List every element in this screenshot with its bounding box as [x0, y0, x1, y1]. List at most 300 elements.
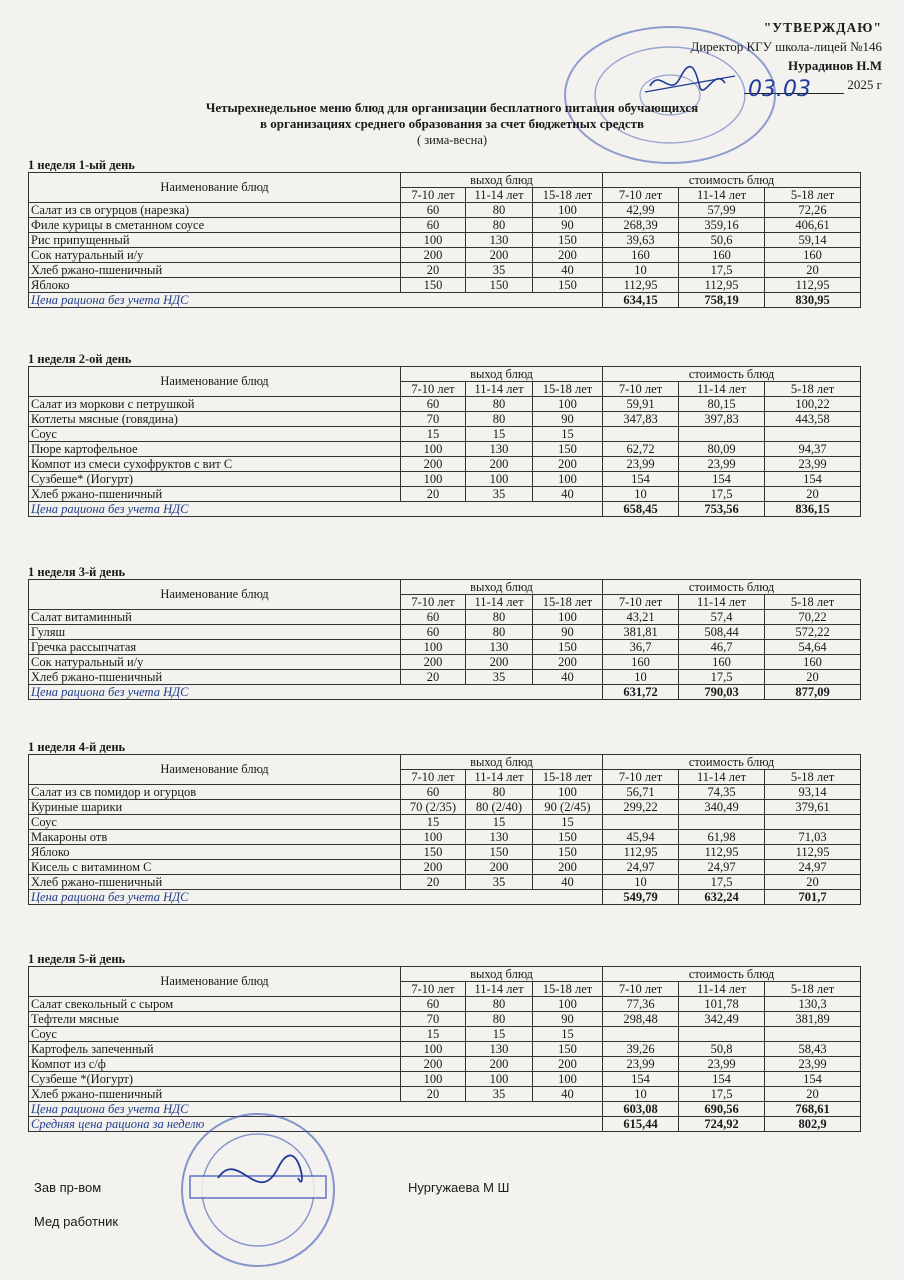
menu-table	[28, 172, 861, 308]
header-cost-11-14: 11-14 лет	[679, 982, 765, 997]
cost-15-18: 20	[765, 1087, 861, 1102]
dish-name: Картофель запеченный	[29, 1042, 401, 1057]
header-age-7-10: 7-10 лет	[401, 382, 466, 397]
price-no-vat-label: Цена рациона без учета НДС	[29, 502, 603, 517]
output-15-18: 90	[533, 412, 603, 427]
table-row	[29, 1057, 861, 1072]
dish-name: Яблоко	[29, 845, 401, 860]
cost-11-14: 154	[679, 1072, 765, 1087]
header-age-15-18: 15-18 лет	[533, 595, 603, 610]
cost-7-10: 268,39	[603, 218, 679, 233]
cost-7-10: 36,7	[603, 640, 679, 655]
output-11-14: 15	[466, 815, 533, 830]
cost-7-10	[603, 815, 679, 830]
table-row	[29, 655, 861, 670]
total-15-18: 836,15	[765, 502, 861, 517]
table-row	[29, 457, 861, 472]
total-11-14: 790,03	[679, 685, 765, 700]
output-15-18: 100	[533, 203, 603, 218]
cost-11-14: 17,5	[679, 875, 765, 890]
output-15-18: 150	[533, 233, 603, 248]
output-11-14: 35	[466, 670, 533, 685]
output-7-10: 20	[401, 263, 466, 278]
output-15-18: 150	[533, 845, 603, 860]
header-cost-7-10: 7-10 лет	[603, 770, 679, 785]
header-age-15-18: 15-18 лет	[533, 188, 603, 203]
average-row	[29, 1117, 861, 1132]
table-row	[29, 278, 861, 293]
header-cost-15-18: 5-18 лет	[765, 595, 861, 610]
cost-7-10: 39,26	[603, 1042, 679, 1057]
cost-11-14: 342,49	[679, 1012, 765, 1027]
cost-7-10: 43,21	[603, 610, 679, 625]
cost-11-14: 80,15	[679, 397, 765, 412]
header-cost-15-18: 5-18 лет	[765, 982, 861, 997]
cost-7-10: 154	[603, 1072, 679, 1087]
output-15-18: 200	[533, 860, 603, 875]
output-7-10: 15	[401, 815, 466, 830]
cost-15-18: 130,3	[765, 997, 861, 1012]
header-cost-7-10: 7-10 лет	[603, 382, 679, 397]
output-11-14: 80	[466, 625, 533, 640]
header-cost-7-10: 7-10 лет	[603, 595, 679, 610]
cost-7-10: 10	[603, 1087, 679, 1102]
day-title: 1 неделя 3-й день	[28, 565, 126, 579]
output-7-10: 20	[401, 670, 466, 685]
cost-11-14: 23,99	[679, 1057, 765, 1072]
manager-name: Нургужаева М Ш	[408, 1180, 510, 1195]
day-section	[28, 952, 860, 1132]
header-dish: Наименование блюд	[29, 580, 401, 610]
avg-15-18: 802,9	[765, 1117, 861, 1132]
cost-15-18: 23,99	[765, 1057, 861, 1072]
header-cost-15-18: 5-18 лет	[765, 188, 861, 203]
header-output: выход блюд	[401, 580, 603, 595]
header-age-15-18: 15-18 лет	[533, 770, 603, 785]
cost-15-18: 112,95	[765, 845, 861, 860]
output-7-10: 100	[401, 1042, 466, 1057]
output-7-10: 200	[401, 655, 466, 670]
table-row	[29, 845, 861, 860]
table-row	[29, 640, 861, 655]
total-15-18: 701,7	[765, 890, 861, 905]
output-7-10: 150	[401, 278, 466, 293]
cost-7-10: 160	[603, 248, 679, 263]
cost-7-10: 154	[603, 472, 679, 487]
header-output: выход блюд	[401, 367, 603, 382]
output-7-10: 100	[401, 233, 466, 248]
table-row	[29, 442, 861, 457]
cost-7-10: 56,71	[603, 785, 679, 800]
cost-15-18: 406,61	[765, 218, 861, 233]
cost-15-18: 154	[765, 472, 861, 487]
output-15-18: 15	[533, 815, 603, 830]
dish-name: Салат из моркови с петрушкой	[29, 397, 401, 412]
day-title: 1 неделя 5-й день	[28, 952, 126, 966]
header-cost-15-18: 5-18 лет	[765, 382, 861, 397]
table-row	[29, 610, 861, 625]
dish-name: Макароны отв	[29, 830, 401, 845]
cost-7-10: 299,22	[603, 800, 679, 815]
cost-15-18	[765, 815, 861, 830]
total-7-10: 658,45	[603, 502, 679, 517]
output-7-10: 150	[401, 845, 466, 860]
header-cost: стоимость блюд	[603, 173, 861, 188]
output-11-14: 80 (2/40)	[466, 800, 533, 815]
table-row	[29, 203, 861, 218]
output-7-10: 100	[401, 830, 466, 845]
dish-name: Сузбеше *(Иогурт)	[29, 1072, 401, 1087]
output-7-10: 100	[401, 1072, 466, 1087]
table-row	[29, 248, 861, 263]
cost-7-10: 23,99	[603, 457, 679, 472]
header-age-11-14: 11-14 лет	[466, 595, 533, 610]
header-cost: стоимость блюд	[603, 580, 861, 595]
output-11-14: 100	[466, 472, 533, 487]
cost-7-10: 59,91	[603, 397, 679, 412]
total-7-10: 634,15	[603, 293, 679, 308]
dish-name: Рис припущенный	[29, 233, 401, 248]
output-11-14: 35	[466, 875, 533, 890]
output-15-18: 40	[533, 670, 603, 685]
header-output: выход блюд	[401, 967, 603, 982]
table-row	[29, 997, 861, 1012]
table-header-row	[29, 967, 861, 982]
table-header-row	[29, 367, 861, 382]
table-header-row	[29, 755, 861, 770]
output-15-18: 150	[533, 1042, 603, 1057]
cost-7-10: 39,63	[603, 233, 679, 248]
header-cost: стоимость блюд	[603, 367, 861, 382]
dish-name: Компот из смеси сухофруктов с вит С	[29, 457, 401, 472]
menu-table	[28, 366, 861, 517]
output-7-10: 200	[401, 457, 466, 472]
header-cost-11-14: 11-14 лет	[679, 188, 765, 203]
cost-7-10: 62,72	[603, 442, 679, 457]
cost-15-18	[765, 427, 861, 442]
table-row	[29, 815, 861, 830]
cost-15-18: 379,61	[765, 800, 861, 815]
dish-name: Салат из св помидор и огурцов	[29, 785, 401, 800]
medic-signature-label: Мед работник	[34, 1214, 119, 1229]
header-dish: Наименование блюд	[29, 367, 401, 397]
output-7-10: 60	[401, 785, 466, 800]
table-row	[29, 1012, 861, 1027]
header-cost: стоимость блюд	[603, 755, 861, 770]
cost-7-10: 10	[603, 670, 679, 685]
day-title: 1 неделя 2-ой день	[28, 352, 132, 366]
cost-15-18: 160	[765, 248, 861, 263]
table-row	[29, 218, 861, 233]
output-11-14: 35	[466, 263, 533, 278]
output-11-14: 80	[466, 203, 533, 218]
output-7-10: 60	[401, 610, 466, 625]
table-row	[29, 670, 861, 685]
cost-11-14: 17,5	[679, 487, 765, 502]
output-15-18: 100	[533, 1072, 603, 1087]
table-row	[29, 860, 861, 875]
table-row	[29, 800, 861, 815]
cost-7-10: 42,99	[603, 203, 679, 218]
cost-15-18: 160	[765, 655, 861, 670]
table-row	[29, 233, 861, 248]
dish-name: Компот из с/ф	[29, 1057, 401, 1072]
cost-15-18: 100,22	[765, 397, 861, 412]
output-11-14: 80	[466, 997, 533, 1012]
cost-15-18: 59,14	[765, 233, 861, 248]
output-7-10: 20	[401, 1087, 466, 1102]
total-15-18: 830,95	[765, 293, 861, 308]
table-row	[29, 397, 861, 412]
dish-name: Сузбеше* (Иогурт)	[29, 472, 401, 487]
cost-11-14: 340,49	[679, 800, 765, 815]
output-7-10: 20	[401, 487, 466, 502]
output-15-18: 15	[533, 1027, 603, 1042]
cost-11-14: 24,97	[679, 860, 765, 875]
dish-name: Яблоко	[29, 278, 401, 293]
output-11-14: 130	[466, 640, 533, 655]
cost-11-14: 57,4	[679, 610, 765, 625]
cost-11-14: 57,99	[679, 203, 765, 218]
total-row	[29, 890, 861, 905]
output-7-10: 60	[401, 397, 466, 412]
dish-name: Салат свекольный с сыром	[29, 997, 401, 1012]
table-row	[29, 875, 861, 890]
total-11-14: 632,24	[679, 890, 765, 905]
total-row	[29, 502, 861, 517]
dish-name: Сок натуральный и/у	[29, 655, 401, 670]
cost-11-14	[679, 427, 765, 442]
avg-7-10: 615,44	[603, 1117, 679, 1132]
output-11-14: 15	[466, 1027, 533, 1042]
total-11-14: 758,19	[679, 293, 765, 308]
output-11-14: 150	[466, 278, 533, 293]
table-row	[29, 263, 861, 278]
cost-11-14	[679, 815, 765, 830]
output-11-14: 80	[466, 218, 533, 233]
header-age-15-18: 15-18 лет	[533, 982, 603, 997]
total-11-14: 690,56	[679, 1102, 765, 1117]
output-15-18: 200	[533, 1057, 603, 1072]
dish-name: Соус	[29, 815, 401, 830]
cost-7-10	[603, 427, 679, 442]
cost-15-18	[765, 1027, 861, 1042]
cost-11-14: 74,35	[679, 785, 765, 800]
cost-11-14: 61,98	[679, 830, 765, 845]
cost-11-14: 508,44	[679, 625, 765, 640]
output-7-10: 15	[401, 427, 466, 442]
cost-15-18: 443,58	[765, 412, 861, 427]
output-7-10: 200	[401, 1057, 466, 1072]
output-7-10: 200	[401, 860, 466, 875]
output-15-18: 40	[533, 875, 603, 890]
output-15-18: 150	[533, 830, 603, 845]
header-age-11-14: 11-14 лет	[466, 770, 533, 785]
dish-name: Хлеб ржано-пшеничный	[29, 487, 401, 502]
cost-11-14: 17,5	[679, 263, 765, 278]
cost-7-10: 45,94	[603, 830, 679, 845]
total-15-18: 768,61	[765, 1102, 861, 1117]
table-header-row	[29, 580, 861, 595]
header-output: выход блюд	[401, 755, 603, 770]
cost-11-14: 50,6	[679, 233, 765, 248]
output-7-10: 60	[401, 203, 466, 218]
cost-15-18: 23,99	[765, 457, 861, 472]
day-section	[28, 158, 860, 308]
cost-11-14: 101,78	[679, 997, 765, 1012]
output-7-10: 60	[401, 997, 466, 1012]
header-cost-7-10: 7-10 лет	[603, 188, 679, 203]
header-cost-11-14: 11-14 лет	[679, 382, 765, 397]
output-7-10: 100	[401, 640, 466, 655]
header-cost-11-14: 11-14 лет	[679, 770, 765, 785]
dish-name: Котлеты мясные (говядина)	[29, 412, 401, 427]
cost-11-14: 46,7	[679, 640, 765, 655]
cost-11-14: 154	[679, 472, 765, 487]
day-title: 1 неделя 4-й день	[28, 740, 126, 754]
cost-11-14: 112,95	[679, 278, 765, 293]
output-15-18: 15	[533, 427, 603, 442]
cost-11-14: 160	[679, 655, 765, 670]
total-7-10: 549,79	[603, 890, 679, 905]
cost-15-18: 20	[765, 670, 861, 685]
entrepreneur-seal-icon	[178, 1108, 338, 1273]
cost-15-18: 20	[765, 487, 861, 502]
menu-table	[28, 579, 861, 700]
cost-11-14: 80,09	[679, 442, 765, 457]
avg-11-14: 724,92	[679, 1117, 765, 1132]
header-cost: стоимость блюд	[603, 967, 861, 982]
output-15-18: 100	[533, 472, 603, 487]
day-section	[28, 740, 860, 905]
output-7-10: 70 (2/35)	[401, 800, 466, 815]
dish-name: Соус	[29, 427, 401, 442]
output-11-14: 130	[466, 830, 533, 845]
cost-15-18: 54,64	[765, 640, 861, 655]
dish-name: Куриные шарики	[29, 800, 401, 815]
dish-name: Филе курицы в сметанном соусе	[29, 218, 401, 233]
header-age-7-10: 7-10 лет	[401, 188, 466, 203]
cost-7-10: 298,48	[603, 1012, 679, 1027]
header-age-7-10: 7-10 лет	[401, 982, 466, 997]
document-title	[0, 100, 904, 148]
cost-11-14: 359,16	[679, 218, 765, 233]
day-section	[28, 565, 860, 700]
output-15-18: 40	[533, 1087, 603, 1102]
output-7-10: 15	[401, 1027, 466, 1042]
cost-7-10: 10	[603, 875, 679, 890]
table-row	[29, 1087, 861, 1102]
output-11-14: 150	[466, 845, 533, 860]
output-15-18: 150	[533, 442, 603, 457]
output-15-18: 90	[533, 625, 603, 640]
title-line1: Четырехнедельное меню блюд для организации бесплатного питания обучающихся	[205, 100, 699, 115]
dish-name: Пюре картофельное	[29, 442, 401, 457]
header-dish: Наименование блюд	[29, 967, 401, 997]
table-row	[29, 487, 861, 502]
output-7-10: 60	[401, 218, 466, 233]
output-15-18: 90	[533, 1012, 603, 1027]
cost-7-10: 112,95	[603, 278, 679, 293]
output-7-10: 200	[401, 248, 466, 263]
output-7-10: 70	[401, 1012, 466, 1027]
table-row	[29, 412, 861, 427]
cost-15-18: 71,03	[765, 830, 861, 845]
header-cost-15-18: 5-18 лет	[765, 770, 861, 785]
header-output: выход блюд	[401, 173, 603, 188]
table-row	[29, 1042, 861, 1057]
output-11-14: 35	[466, 487, 533, 502]
cost-11-14: 112,95	[679, 845, 765, 860]
output-15-18: 100	[533, 997, 603, 1012]
output-15-18: 90	[533, 218, 603, 233]
output-11-14: 80	[466, 785, 533, 800]
header-dish: Наименование блюд	[29, 755, 401, 785]
output-15-18: 200	[533, 457, 603, 472]
header-age-11-14: 11-14 лет	[466, 382, 533, 397]
menu-table	[28, 966, 861, 1132]
approval-position: Директор КГУ школа-лицей №146	[690, 39, 882, 54]
cost-15-18: 572,22	[765, 625, 861, 640]
output-7-10: 100	[401, 442, 466, 457]
header-age-7-10: 7-10 лет	[401, 595, 466, 610]
cost-15-18: 58,43	[765, 1042, 861, 1057]
cost-15-18: 20	[765, 263, 861, 278]
output-11-14: 80	[466, 412, 533, 427]
output-7-10: 100	[401, 472, 466, 487]
cost-15-18: 72,26	[765, 203, 861, 218]
cost-11-14: 50,8	[679, 1042, 765, 1057]
total-11-14: 753,56	[679, 502, 765, 517]
total-15-18: 877,09	[765, 685, 861, 700]
cost-7-10: 10	[603, 487, 679, 502]
avg-price-label: Средняя цена рациона за неделю	[29, 1117, 603, 1132]
dish-name: Салат витаминный	[29, 610, 401, 625]
dish-name: Хлеб ржано-пшеничный	[29, 875, 401, 890]
cost-7-10: 347,83	[603, 412, 679, 427]
output-7-10: 20	[401, 875, 466, 890]
manager-signature-label: Зав пр-вом	[34, 1180, 102, 1195]
output-15-18: 100	[533, 610, 603, 625]
price-no-vat-label: Цена рациона без учета НДС	[29, 293, 603, 308]
price-no-vat-label: Цена рациона без учета НДС	[29, 685, 603, 700]
table-header-row	[29, 173, 861, 188]
table-row	[29, 1027, 861, 1042]
dish-name: Кисель с витамином С	[29, 860, 401, 875]
table-row	[29, 427, 861, 442]
output-15-18: 200	[533, 655, 603, 670]
cost-7-10: 381,81	[603, 625, 679, 640]
output-15-18: 150	[533, 278, 603, 293]
cost-11-14	[679, 1027, 765, 1042]
table-row	[29, 830, 861, 845]
table-row	[29, 472, 861, 487]
dish-name: Хлеб ржано-пшеничный	[29, 263, 401, 278]
dish-name: Сок натуральный и/у	[29, 248, 401, 263]
output-11-14: 15	[466, 427, 533, 442]
price-no-vat-label: Цена рациона без учета НДС	[29, 890, 603, 905]
day-section	[28, 352, 860, 517]
table-row	[29, 625, 861, 640]
cost-7-10: 77,36	[603, 997, 679, 1012]
header-cost-7-10: 7-10 лет	[603, 982, 679, 997]
output-15-18: 40	[533, 263, 603, 278]
output-11-14: 200	[466, 655, 533, 670]
output-15-18: 40	[533, 487, 603, 502]
output-11-14: 80	[466, 610, 533, 625]
header-dish: Наименование блюд	[29, 173, 401, 203]
cost-7-10	[603, 1027, 679, 1042]
